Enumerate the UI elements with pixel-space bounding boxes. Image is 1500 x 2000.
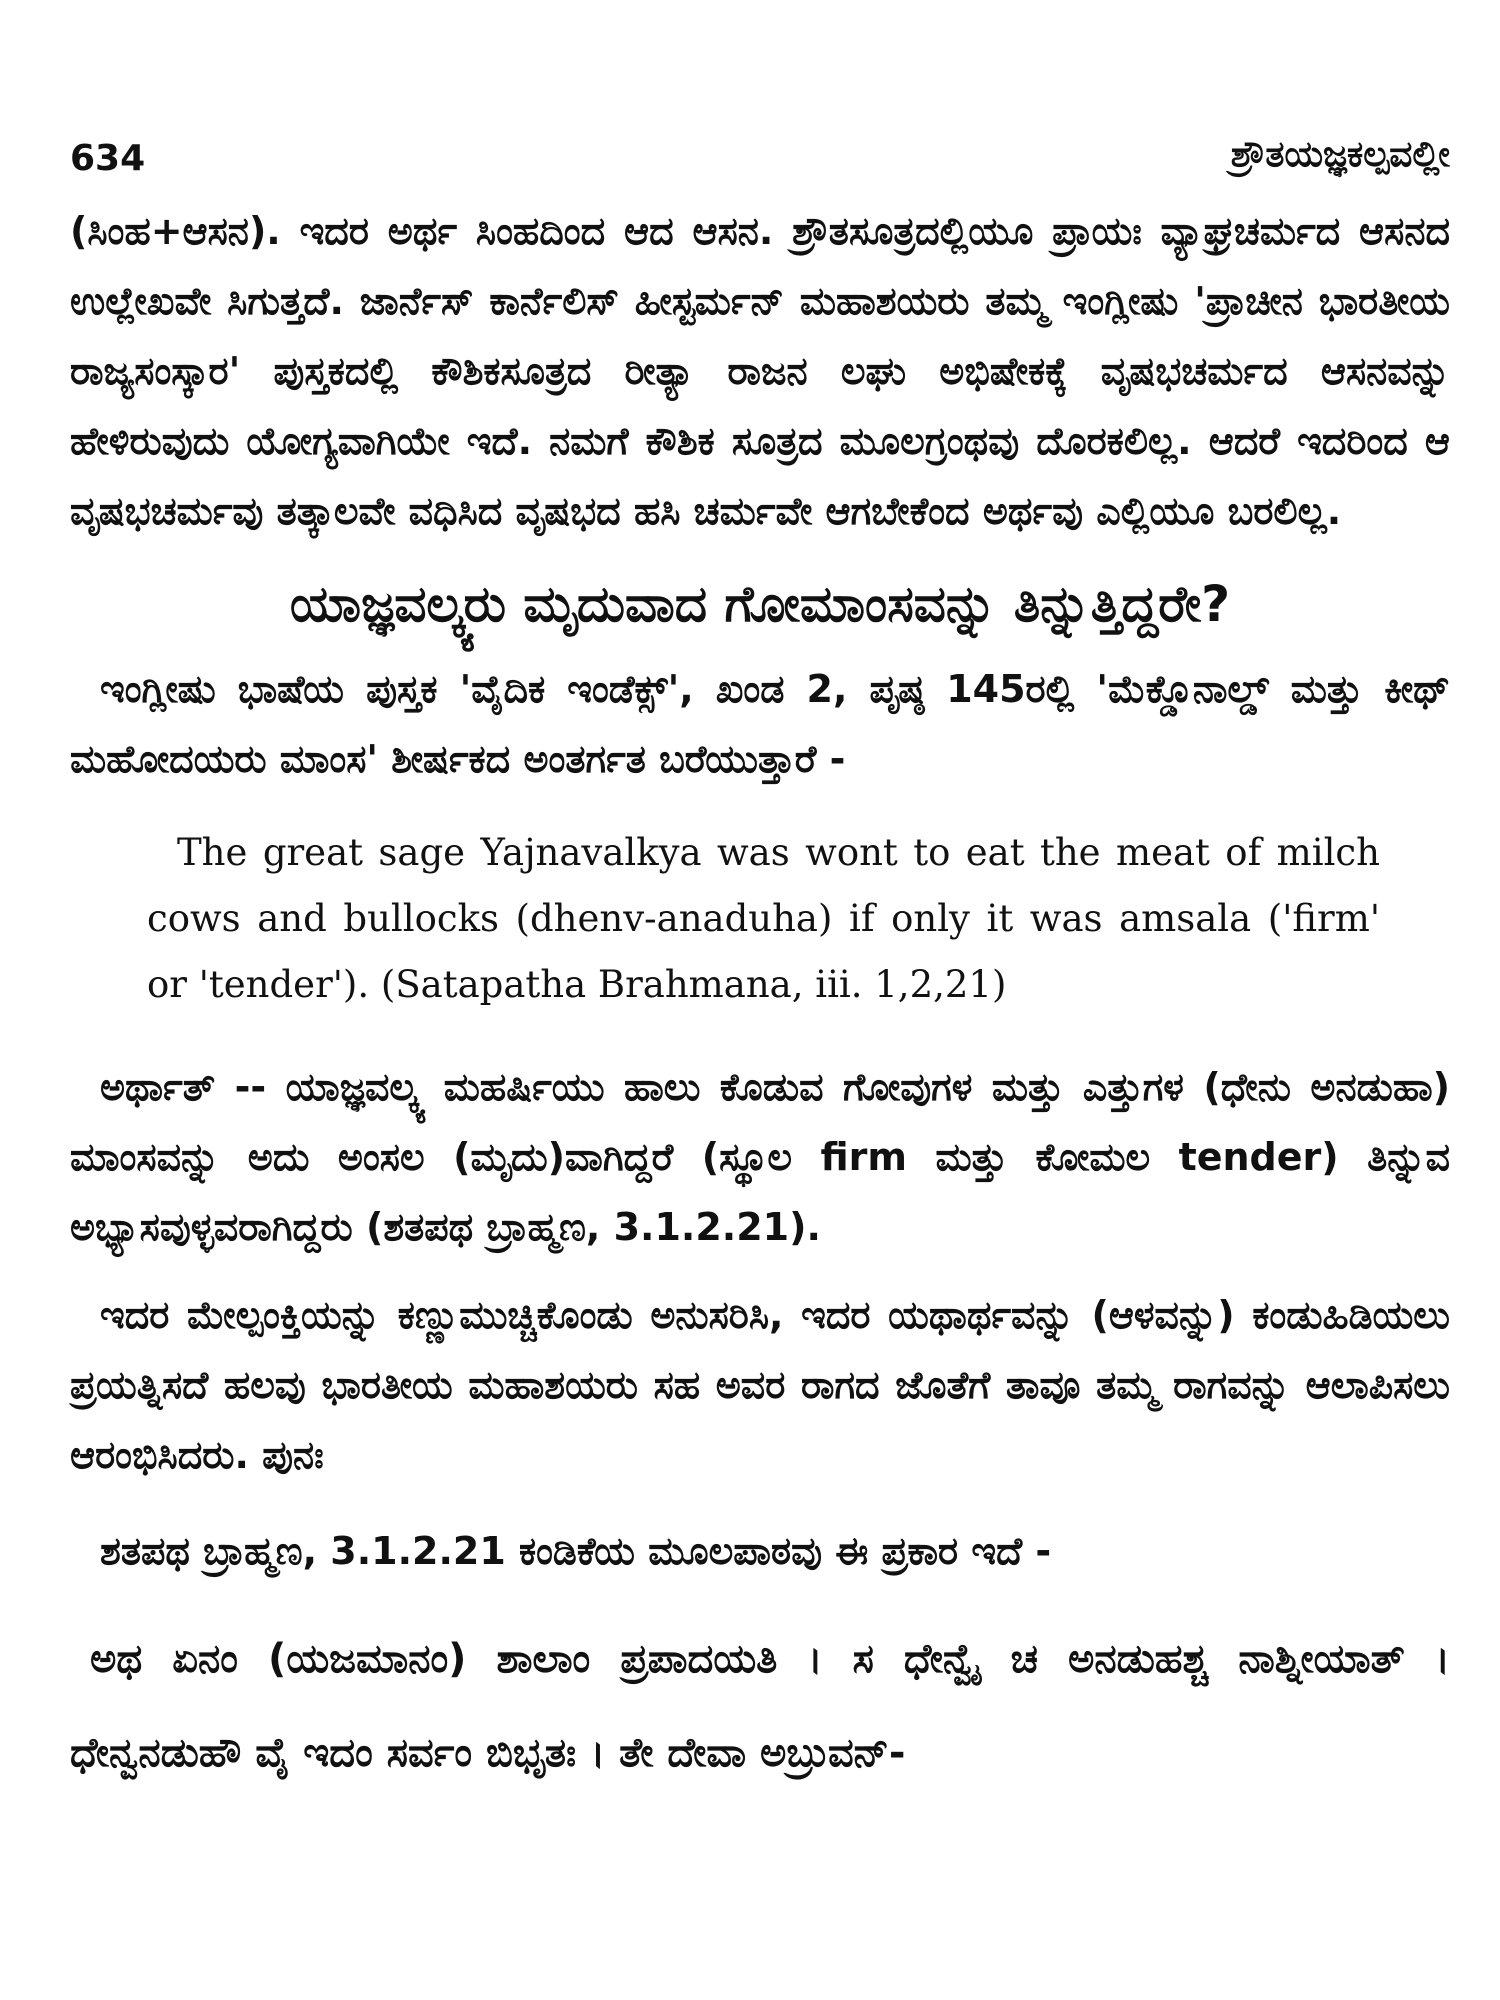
page-header xyxy=(70,130,1450,190)
book-page xyxy=(70,130,1450,1840)
paragraph-source-reference: ಶತಪಥ ಬ್ರಾಹ್ಮಣ, 3.1.2.21 ಕಂಡಿಕೆಯ ಮೂಲಪಾಠವು ಈ ಪ್ರಕಾರ ಇದೆ - xyxy=(100,1529,1052,1573)
section-heading: ಯಾಜ್ಞವಲ್ಕ್ಯರು ಮೃದುವಾದ ಗೋಮಾಂಸವನ್ನು ತಿನ್ನುತ್ತಿದ್ದರೇ? xyxy=(289,575,1231,633)
english-quote: The great sage Yajnavalkya was wont to eat the meat of milch cows and bullocks (dhenv-anaduha) if only it was amsala ('firm' or 'tender'). (Satapatha Brahmana, iii. 1,2,21) xyxy=(147,831,1380,1006)
paragraph-commentary: ಇದರ ಮೇಲ್ಪಂಕ್ತಿಯನ್ನು ಕಣ್ಣುಮುಚ್ಚಿಕೊಂಡು ಅನುಸರಿಸಿ, ಇದರ ಯಥಾರ್ಥವನ್ನು (ಆಳವನ್ನು) ಕಂಡುಹಿಡಿಯಲು ಪ್ರಯತ್ನಿಸದೆ ಹಲವು ಭಾರತೀಯ ಮಹಾಶಯರು ಸಹ ಅವರ ರಾಗದ ಜೊತೆಗೆ ತಾವೂ ತಮ್ಮ ರಾಗವನ್ನು ಆಲಾಪಿಸಲು ಆರಂಭಿಸಿದರು. ಪುನಃ xyxy=(70,1293,1450,1477)
sanskrit-verse: ಅಥ ಏನಂ (ಯಜಮಾನಂ) ಶಾಲಾಂ ಪ್ರಪಾದಯತಿ । ಸ ಧೇನ್ವೈ ಚ ಅನಡುಹಶ್ಚ ನಾಶ್ನೀಯಾತ್ । ಧೇನ್ವನಡುಹೌ ವೈ ಇದಂ ಸರ್ವಂ ಬಿಭೃತಃ । ತೇ ದೇವಾ ಅಬ್ರುವನ್- xyxy=(70,1636,1450,1776)
page-number: 634 xyxy=(70,138,146,179)
paragraph-translation: ಅರ್ಥಾತ್ -- ಯಾಜ್ಞವಲ್ಕ್ಯ ಮಹರ್ಷಿಯು ಹಾಲು ಕೊಡುವ ಗೋವುಗಳ ಮತ್ತು ಎತ್ತುಗಳ (ಧೇನು ಅನಡುಹಾ) ಮಾಂಸವನ್ನು ಅದು ಅಂಸಲ (ಮೃದು)ವಾಗಿದ್ದರೆ (ಸ್ಥೂಲ firm ಮತ್ತು ಕೋಮಲ tender) ತಿನ್ನುವ ಅಭ್ಯಾಸವುಳ್ಳವರಾಗಿದ್ದರು (ಶತಪಥ ಬ್ರಾಹ್ಮಣ, 3.1.2.21). xyxy=(70,1065,1450,1249)
paragraph-vedic-index: ಇಂಗ್ಲೀಷು ಭಾಷೆಯ ಪುಸ್ತಕ 'ವೈದಿಕ ಇಂಡೆಕ್ಸ್', ಖಂಡ 2, ಪೃಷ್ಠ 145ರಲ್ಲಿ 'ಮೆಕ್ಡೊನಾಲ್ಡ್ ಮತ್ತು ಕೀಥ್ ಮಹೋದಯರು ಮಾಂಸ' ಶೀರ್ಷಕದ ಅಂತರ್ಗತ ಬರೆಯುತ್ತಾರೆ - xyxy=(70,667,1450,781)
running-title: ಶ್ರೌತಯಜ್ಞಕಲ್ಪವಲ್ಲೀ xyxy=(1230,134,1450,175)
paragraph-intro: (ಸಿಂಹ+ಆಸನ). ಇದರ ಅರ್ಥ ಸಿಂಹದಿಂದ ಆದ ಆಸನ. ಶ್ರೌತಸೂತ್ರದಲ್ಲಿಯೂ ಪ್ರಾಯಃ ವ್ಯಾಘ್ರಚರ್ಮದ ಆಸನದ ಉಲ್ಲೇಖವೇ ಸಿಗುತ್ತದೆ. ಜಾರ್ನೆಸ್ ಕಾರ್ನೆಲಿಸ್ ಹೀಸ್ಟರ್ಮನ್ ಮಹಾಶಯರು ತಮ್ಮ ಇಂಗ್ಲೀಷು 'ಪ್ರಾಚೀನ ಭಾರತೀಯ ರಾಜ್ಯಸಂಸ್ಕಾರ' ಪುಸ್ತಕದಲ್ಲಿ ಕೌಶಿಕಸೂತ್ರದ ರೀತ್ಯಾ ರಾಜನ ಲಘು ಅಭಿಷೇಕಕ್ಕೆ ವೃಷಭಚರ್ಮದ ಆಸನವನ್ನು ಹೇಳಿರುವುದು ಯೋಗ್ಯವಾಗಿಯೇ ಇದೆ. ನಮಗೆ ಕೌಶಿಕ ಸೂತ್ರದ ಮೂಲಗ್ರಂಥವು ದೊರಕಲಿಲ್ಲ. ಆದರೆ ಇದರಿಂದ ಆ ವೃಷಭಚರ್ಮವು ತತ್ಕಾಲವೇ ವಧಿಸಿದ ವೃಷಭದ ಹಸಿ ಚರ್ಮವೇ ಆಗಬೇಕೆಂದ ಅರ್ಥವು ಎಲ್ಲಿಯೂ ಬರಲಿಲ್ಲ. xyxy=(70,209,1450,533)
